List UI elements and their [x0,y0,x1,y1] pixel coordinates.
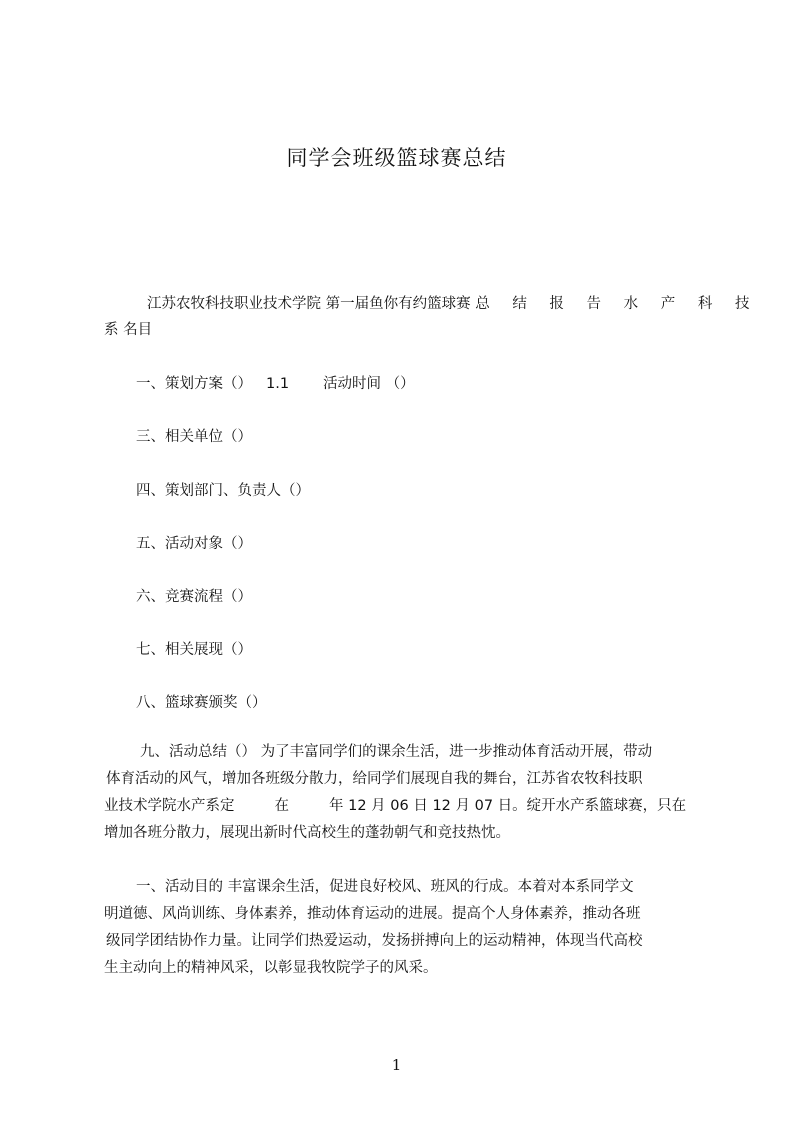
intro-line-2: 系 名目 [104,322,153,338]
page-title: 同学会班级篮球赛总结 [286,146,507,170]
summary-paragraph [104,739,700,847]
summary-line: 九、活动总结（） 为了丰富同学们的课余生活，进一步推动体育活动开展，带动 [140,744,653,760]
outline-item-text: 一、策划方案（） [136,376,252,392]
outline-item [136,372,415,393]
outline-item: 七、相关展现（） [136,642,252,658]
summary-line [104,793,700,820]
intro-line-1-b: 总 结 报 告 水 产 科 技 [475,296,759,312]
intro-line-1-a: 江苏农牧科技职业技术学院 第一届鱼你有约篮球赛 [147,296,471,312]
page-number: 1 [391,1056,402,1074]
purpose-line: 一、活动目的 丰富课余生活，促进良好校风、班风的行成。本着对本系同学文 [136,879,634,895]
outline-item: 六、竞赛流程（） [136,589,252,605]
summary-line: 体育活动的风气，增加各班级分散力，给同学们展现自我的舞台，江苏省农牧科技职 [106,771,643,787]
summary-line-3-b: 在 [274,798,289,814]
outline-item: 四、策划部门、负责人（） [136,483,310,499]
intro-line-1 [147,292,758,313]
outline-item-extra-2: 活动时间 （） [323,376,415,392]
purpose-line: 明道德、风尚训练、身体素养，推动体育运动的进展。提高个人身体素养，推动各班 [104,906,641,922]
purpose-line: 级同学团结协作力量。让同学们热爱运动，发扬拼搏向上的运动精神，体现当代高校 [106,933,643,949]
summary-line-3-c: 年 12 月 06 日 12 月 07 日。绽开水产系篮球赛，只在 [329,798,687,814]
summary-line: 增加各班分散力，展现出新时代高校生的蓬勃朝气和竞技热忱。 [104,825,510,841]
purpose-line: 生主动向上的精神风采，以彰显我牧院学子的风采。 [104,960,438,976]
outline-item: 八、篮球赛颁奖（） [136,695,267,711]
summary-line-3-a: 业技术学院水产系定 [104,798,235,814]
outline-item: 三、相关单位（） [136,429,252,445]
purpose-paragraph [104,874,700,982]
outline-item: 五、活动对象（） [136,536,252,552]
outline-item-extra-1: 1.1 [266,376,290,392]
